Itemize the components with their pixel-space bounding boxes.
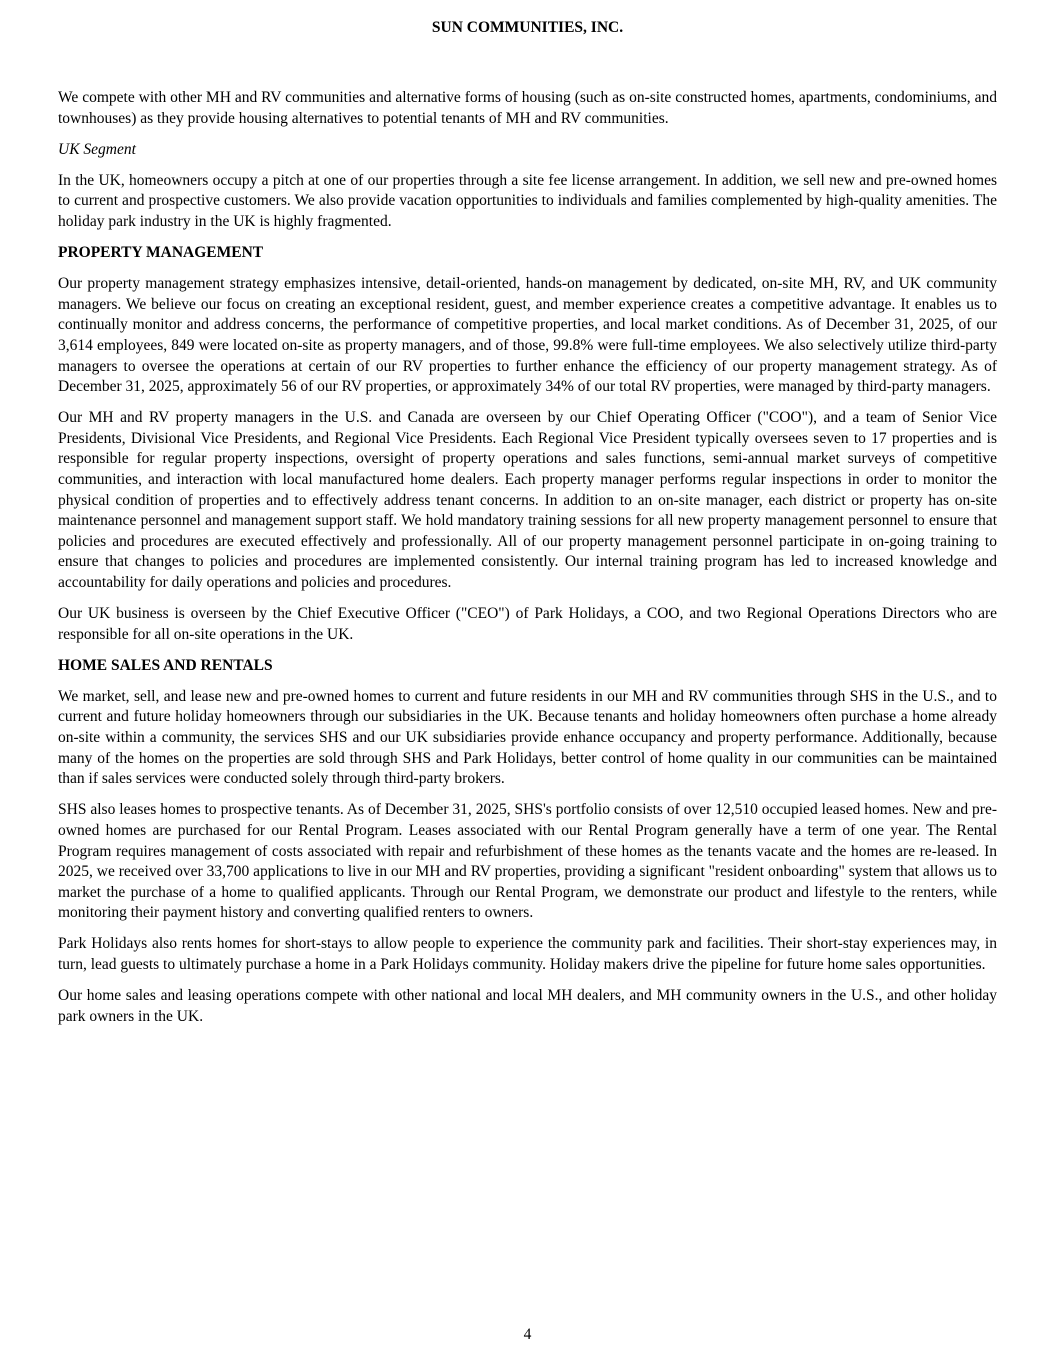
uk-segment-heading: UK Segment (58, 140, 136, 158)
paragraph-home-sales: We market, sell, and lease new and pre-owned homes to current and future residents in our MH and RV communities through SHS in the U.S., and to current and future holiday homeowners through our subsidiaries in the UK. Because tenants and holiday homeowners often purchase a home already on-site within a community, the services SHS and our UK subsidiaries provide enhance occupancy and property performance. Additionally, because many of the homes on the properties are sold through SHS and Park Holidays, better control of home quality in our communities can be maintained than if sales services were conducted solely through third-party brokers. (58, 687, 997, 788)
page-header: SUN COMMUNITIES, INC. (431, 19, 624, 36)
paragraph-competition-home-sales: Our home sales and leasing operations compete with other national and local MH dealers, and MH community owners in the U.S., and other holiday park owners in the UK. (58, 987, 997, 1025)
page-content (58, 88, 997, 1038)
paragraph-short-stays: Park Holidays also rents homes for short-stays to allow people to experience the community park and facilities. Their short-stay experiences may, in turn, lead guests to ultimately purchase a home in a Park Holidays community. Holiday makers drive the pipeline for future home sales opportunities. (58, 935, 997, 973)
property-management-heading: PROPERTY MANAGEMENT (58, 244, 264, 262)
paragraph-property-management-strategy: Our property management strategy emphasizes intensive, detail-oriented, hands-on management by dedicated, on-site MH, RV, and UK community managers. We believe our focus on creating an exceptional resident, guest, and member experience creates a competitive advantage. It enables us to continually monitor and address concerns, the performance of competitive properties, and local market conditions. As of December 31, 2025, of our 3,614 employees, 849 were located on-site as property managers, and of those, 99.8% were full-time employees. We also selectively utilize third-party managers to oversee the operations at certain of our RV properties to further enhance the efficiency of our property management strategy. As of December 31, 2025, approximately 56 of our RV properties, or approximately 34% of our total RV properties, were managed by third-party managers. (58, 275, 997, 396)
paragraph-rental-program: SHS also leases homes to prospective tenants. As of December 31, 2025, SHS's portfolio consists of over 12,510 occupied leased homes. New and pre-owned homes are purchased for our Rental Program. Leases associated with our Rental Program generally have a term of one year. The Rental Program requires management of costs associated with repair and refurbishment of these homes as the tenants vacate and the homes are re-leased. In 2025, we received over 33,700 applications to live in our MH and RV properties, providing a significant "resident onboarding" system that allows us to market the purchase of a home to qualified applicants. Through our Rental Program, we demonstrate our product and lifestyle to the renters, while monitoring their payment history and converting qualified renters to owners. (58, 801, 997, 922)
paragraph-property-managers-oversight: Our MH and RV property managers in the U.S. and Canada are overseen by our Chief Operating Officer ("COO"), and a team of Senior Vice Presidents, Divisional Vice Presidents, and Regional Vice Presidents. Each Regional Vice President typically oversees seven to 17 properties and is responsible for regular property inspections, oversight of property operations and sales functions, semi-annual market surveys of competitive communities, and interaction with local manufactured home dealers. Each property manager performs regular inspections in order to monitor the physical condition of properties and to effectively address tenant concerns. In addition to an on-site manager, each district or property has on-site maintenance personnel and management support staff. We hold mandatory training sessions for all new property management personnel to ensure that policies and procedures are executed effectively and professionally. All of our property management personnel participate in on-going training to ensure that changes to policies and procedures are implemented consistently. Our internal training program has led to increased knowledge and accountability for daily operations and policies and procedures. (58, 409, 997, 591)
paragraph-uk-segment: In the UK, homeowners occupy a pitch at one of our properties through a site fee license arrangement. In addition, we sell new and pre-owned homes to current and prospective customers. We also provide vacation opportunities to individuals and families complemented by high-quality amenities. The holiday park industry in the UK is highly fragmented. (58, 171, 997, 230)
page-number: 4 (523, 1326, 532, 1343)
paragraph-competition: We compete with other MH and RV communities and alternative forms of housing (such as on-site constructed homes, apartments, condominiums, and townhouses) as they provide housing alternatives to potential tenants of MH and RV communities. (58, 89, 997, 127)
paragraph-uk-business-oversight: Our UK business is overseen by the Chief Executive Officer ("CEO") of Park Holidays, a COO, and two Regional Operations Directors who are responsible for all on-site operations in the UK. (58, 605, 997, 643)
home-sales-rentals-heading: HOME SALES AND RENTALS (58, 656, 273, 674)
